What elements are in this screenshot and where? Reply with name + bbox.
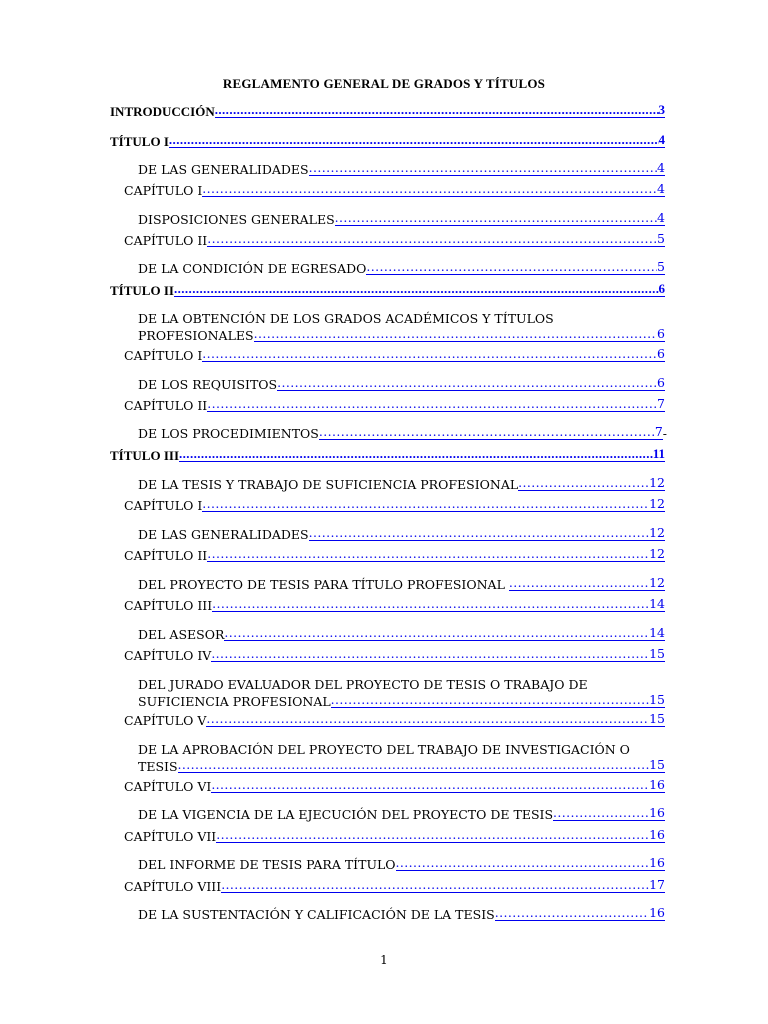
toc-dot-leader [319,425,655,440]
toc-entry-label: DE LA TESIS Y TRABAJO DE SUFICIENCIA PROFESIONAL [138,477,519,492]
toc-page-link[interactable]: 6 [657,326,665,341]
toc-dot-leader [202,182,657,197]
toc-entry[interactable] [124,397,665,414]
toc-entry-label: PROFESIONALES [138,328,254,343]
toc-dot-leader [215,103,659,118]
toc-entry-suffix: - [662,426,667,441]
toc-dot-leader [335,211,657,226]
toc-page-link[interactable]: 4 [657,181,665,196]
toc-page-link[interactable]: 16 [649,855,665,870]
toc-entry[interactable] [124,597,665,614]
toc-entry[interactable] [138,310,665,344]
toc-dot-leader [495,906,649,921]
toc-entry-label: DEL INFORME DE TESIS PARA TÍTULO [138,857,396,872]
toc-entry[interactable] [138,856,665,873]
toc-page-link[interactable]: 5 [657,231,665,246]
toc-entry-label: CAPÍTULO II [124,398,208,413]
toc-entry-titulo-i[interactable] [110,133,665,150]
toc-dot-leader [169,133,659,148]
toc-entry[interactable] [138,211,665,228]
toc-entry-label: CAPÍTULO II [124,233,208,248]
toc-page-link[interactable]: 16 [649,777,665,792]
toc-dot-leader [221,878,649,893]
toc-page-link[interactable]: 6 [658,281,665,296]
toc-entry-label: DEL PROYECTO DE TESIS PARA TÍTULO PROFESIONAL [138,577,505,592]
toc-entry[interactable] [138,425,667,442]
toc-entry[interactable] [124,497,665,514]
toc-page-link[interactable]: 16 [649,827,665,842]
toc-entry-label: TÍTULO III [110,448,179,463]
toc-page-link[interactable]: 17 [649,877,665,892]
toc-entry[interactable] [124,878,665,895]
toc-entry-label: CAPÍTULO I [124,348,203,363]
toc-dot-leader [211,778,649,793]
toc-page-link[interactable]: 6 [657,375,665,390]
toc-entry[interactable] [138,161,665,178]
toc-entry-label: DE LOS REQUISITOS [138,377,278,392]
toc-entry-label: CAPÍTULO II [124,548,208,563]
toc-page-link[interactable]: 6 [657,346,665,361]
toc-entry-label: DE LA CONDICIÓN DE EGRESADO [138,261,367,276]
toc-entry-label: CAPÍTULO VI [124,779,212,794]
toc-dot-leader [509,576,649,591]
toc-entry[interactable] [124,182,665,199]
toc-entry-label: TESIS [138,759,178,774]
toc-entry[interactable] [138,906,665,923]
toc-entry-label: CAPÍTULO IV [124,648,212,663]
toc-entry[interactable] [138,260,665,277]
toc-page-link[interactable]: 15 [649,757,665,772]
toc-entry[interactable] [124,547,665,564]
toc-page-link[interactable]: 4 [657,210,665,225]
toc-entry[interactable] [124,778,665,795]
toc-dot-leader [224,626,649,641]
toc-page-link[interactable]: 15 [649,692,665,707]
toc-page-link[interactable]: 7 [657,396,665,411]
toc-page-link[interactable]: 12 [649,496,665,511]
toc-entry-label: CAPÍTULO I [124,183,203,198]
toc-dot-leader [553,806,649,821]
toc-entry[interactable] [138,476,665,493]
toc-dot-leader [178,758,650,773]
toc-entry-label: TÍTULO I [110,134,169,149]
toc-entry-label: DE LA SUSTENTACIÓN Y CALIFICACIÓN DE LA TESIS [138,907,495,922]
toc-dot-leader [207,397,657,412]
toc-entry[interactable] [138,576,665,593]
toc-entry[interactable] [138,626,665,643]
toc-page-link[interactable]: 4 [658,132,665,147]
toc-page-link[interactable]: 12 [649,475,665,490]
page-number: 1 [380,953,388,967]
toc-entry[interactable] [138,676,665,710]
toc-dot-leader [309,161,657,176]
toc-page-link[interactable]: 12 [649,525,665,540]
toc-entry-label: SUFICIENCIA PROFESIONAL [138,694,331,709]
document-title: REGLAMENTO GENERAL DE GRADOS Y TÍTULOS [222,76,546,91]
toc-dot-leader [309,526,650,541]
toc-dot-leader [179,447,653,462]
toc-entry-label: CAPÍTULO VII [124,829,217,844]
toc-entry-label: TÍTULO II [110,283,174,298]
toc-dot-leader [202,347,657,362]
toc-entry-label: DISPOSICIONES GENERALES [138,212,335,227]
toc-dot-leader [366,260,657,275]
toc-dot-leader [207,547,649,562]
toc-dot-leader [518,476,649,491]
toc-page-link[interactable]: 14 [649,596,665,611]
toc-entry-label: CAPÍTULO I [124,498,203,513]
toc-page-link[interactable]: 16 [649,905,665,920]
toc-entry-label: CAPÍTULO III [124,598,213,613]
toc-entry[interactable] [124,712,665,729]
toc-dot-leader [216,828,649,843]
toc-page-link[interactable]: 16 [649,805,665,820]
toc-entry-titulo-ii[interactable] [110,282,665,299]
toc-page-link[interactable]: 12 [649,546,665,561]
toc-entry[interactable] [124,647,665,664]
toc-page-link[interactable]: 14 [649,625,665,640]
toc-entry[interactable] [124,347,665,364]
toc-entry-label: DE LA VIGENCIA DE LA EJECUCIÓN DEL PROYECTO DE TESIS [138,807,554,822]
toc-page-link[interactable]: 11 [652,446,665,461]
toc-entry[interactable] [138,741,665,775]
toc-entry-label: DE LAS GENERALIDADES [138,527,309,542]
toc-page-link[interactable]: 4 [657,160,665,175]
toc-dot-leader [211,647,649,662]
toc-entry[interactable] [138,526,665,543]
toc-entry-label: DEL ASESOR [138,627,225,642]
toc-dot-leader [277,376,657,391]
toc-entry-label: DE LAS GENERALIDADES [138,162,309,177]
toc-page-link[interactable]: 12 [649,575,665,590]
toc-dot-leader [206,712,649,727]
toc-entry-label: CAPÍTULO VIII [124,879,222,894]
toc-dot-leader [396,856,650,871]
toc-dot-leader [254,327,657,342]
toc-entry[interactable] [124,828,665,845]
toc-entry-label: INTRODUCCIÓN [110,104,215,119]
toc-page-link[interactable]: 7 [654,424,663,439]
toc-entry-label: DEL JURADO EVALUADOR DEL PROYECTO DE TESIS O TRABAJO DE [138,677,588,692]
toc-entry-label: DE LA OBTENCIÓN DE LOS GRADOS ACADÉMICOS Y TÍTULOS [138,311,554,326]
toc-entry-label: DE LA APROBACIÓN DEL PROYECTO DEL TRABAJO DE INVESTIGACIÓN O [138,742,630,757]
toc-entry-label: CAPÍTULO V [124,713,207,728]
toc-page-link[interactable]: 15 [649,711,665,726]
toc-entry-label: DE LOS PROCEDIMIENTOS [138,426,319,441]
toc-dot-leader [174,282,659,297]
toc-dot-leader [212,597,649,612]
toc-dot-leader [207,232,657,247]
toc-dot-leader [331,693,649,708]
toc-entry[interactable] [138,806,665,823]
toc-dot-leader [202,497,649,512]
toc-entry[interactable] [138,376,665,393]
toc-entry-introduccion[interactable] [110,103,665,120]
toc-page-link[interactable]: 15 [649,646,665,661]
toc-entry-titulo-iii[interactable] [110,447,665,464]
toc-page-link[interactable]: 5 [657,259,665,274]
toc-entry[interactable] [124,232,665,249]
toc-page-link[interactable]: 3 [658,102,665,117]
